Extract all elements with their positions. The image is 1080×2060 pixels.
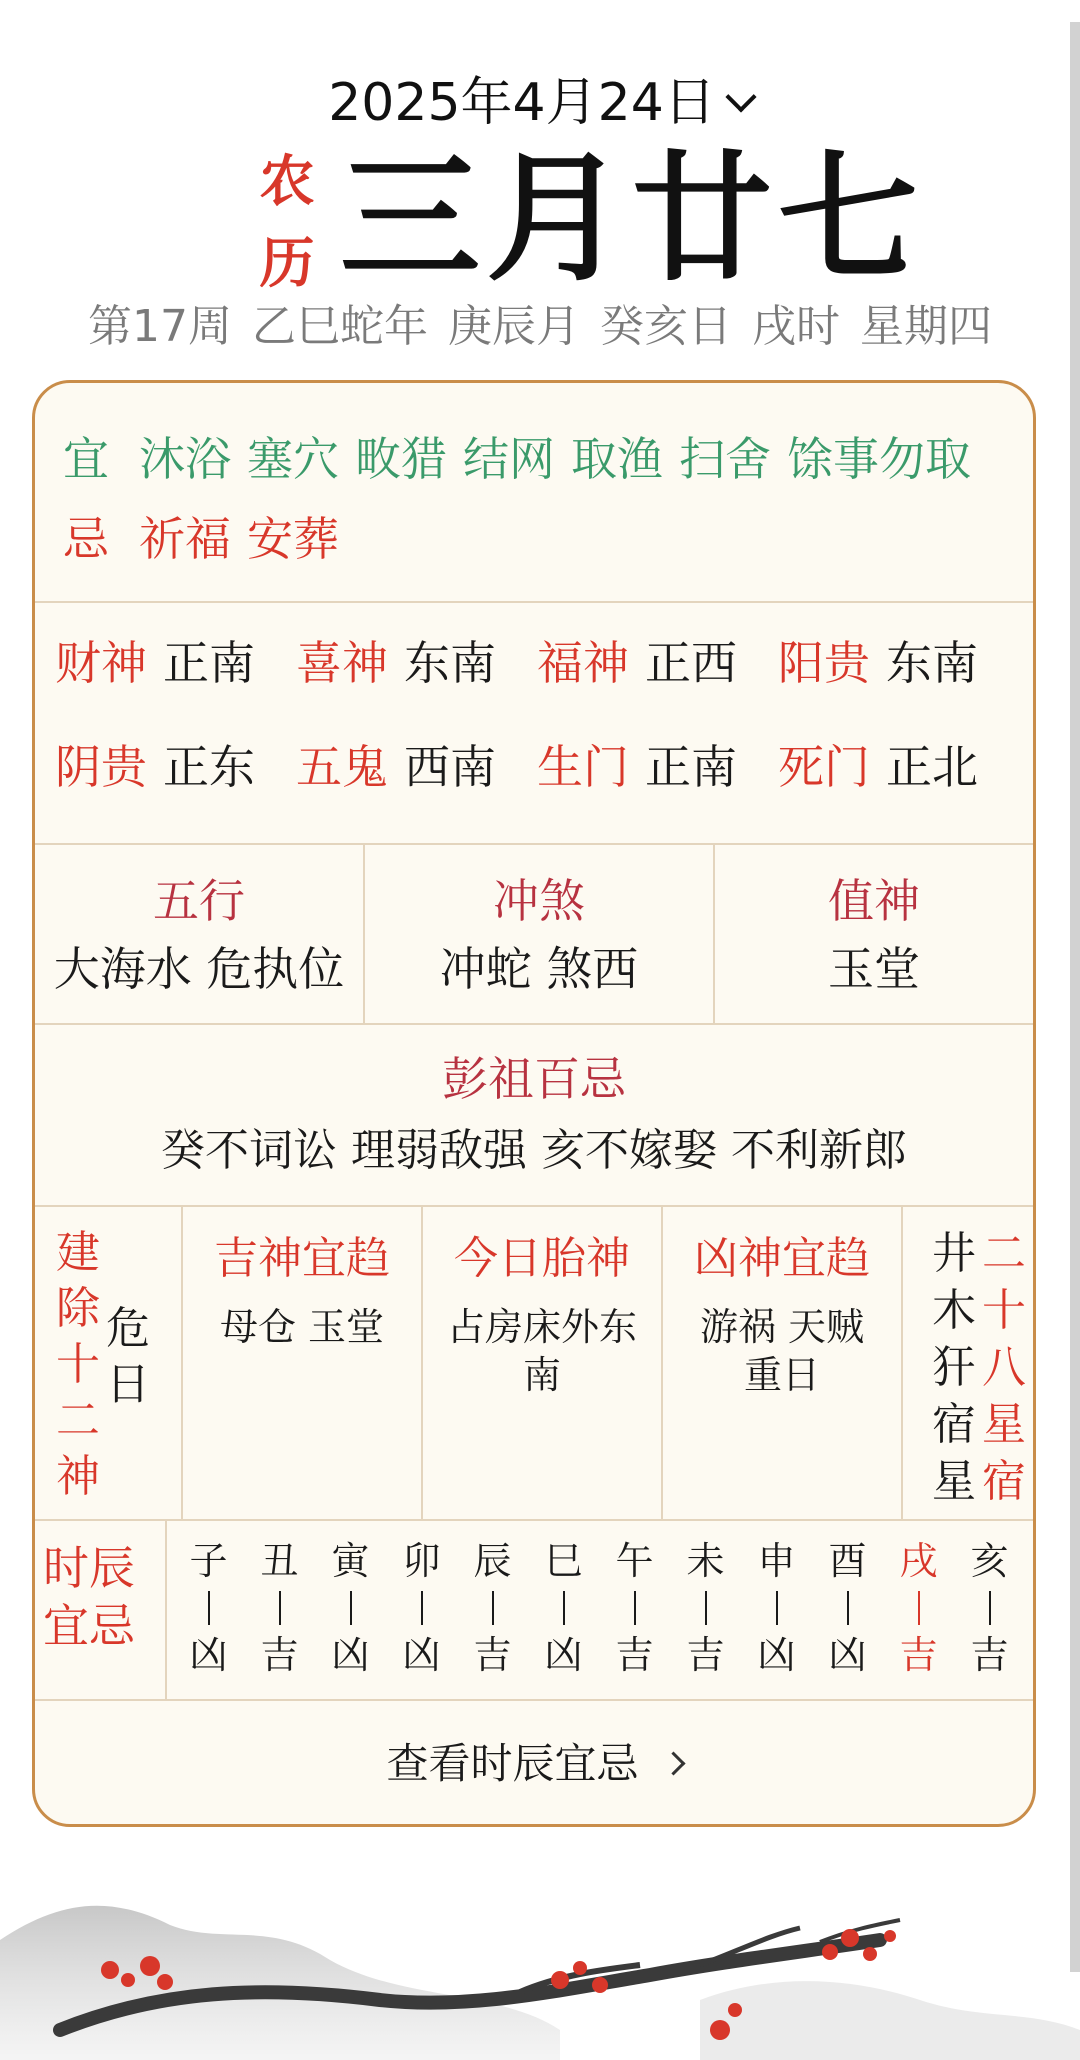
divider <box>989 1591 991 1625</box>
divider <box>847 1591 849 1625</box>
god-name: 福神 <box>537 636 629 690</box>
divider <box>634 1591 636 1625</box>
lunar-tag-char: 历 <box>259 231 315 295</box>
char: 二 <box>56 1395 100 1446</box>
yi-item: 馀事勿取 <box>787 432 971 486</box>
chongsha-title: 冲煞 <box>493 874 585 928</box>
god-direction: 正南 <box>163 636 255 690</box>
hour-item <box>173 1537 244 1699</box>
zhishen-value: 玉堂 <box>828 942 920 996</box>
shichen-row <box>35 1521 1033 1701</box>
pengzu-title: 彭祖百忌 <box>442 1052 626 1106</box>
god-direction: 西南 <box>404 740 496 794</box>
hour-zhi: 卯 <box>402 1539 441 1583</box>
lunar-tag <box>252 140 322 304</box>
god-direction: 东南 <box>404 636 496 690</box>
char: 十 <box>56 1339 100 1390</box>
wuxing-title: 五行 <box>153 874 245 928</box>
hour-item <box>599 1537 670 1699</box>
hour-zhi: 戌 <box>899 1539 938 1583</box>
yi-line <box>63 419 1005 499</box>
hour-zhi: 辰 <box>473 1539 512 1583</box>
chevron-down-icon <box>725 81 756 112</box>
wuxing-cell <box>35 845 365 1023</box>
taishen-cell <box>423 1207 663 1519</box>
hour-luck: 凶 <box>331 1633 370 1677</box>
yi-item: 沐浴 <box>139 432 231 486</box>
hour-item <box>670 1537 741 1699</box>
weekday: 星期四 <box>860 301 992 352</box>
hour-item <box>741 1537 812 1699</box>
shen-row <box>35 1207 1033 1521</box>
god-item <box>537 731 778 797</box>
jianchu-cell <box>35 1207 183 1519</box>
char: 星 <box>982 1399 1026 1450</box>
week-number: 第17周 <box>88 301 232 352</box>
shichen-label <box>35 1521 167 1699</box>
god-item <box>778 731 1019 797</box>
hour-item <box>315 1537 386 1699</box>
hour-zhi: 丑 <box>260 1539 299 1583</box>
char: 井 <box>932 1228 976 1279</box>
char: 十 <box>982 1285 1026 1336</box>
jianchu-title <box>53 1225 103 1505</box>
zhishen-title: 值神 <box>828 874 920 928</box>
xiongshen-title: 凶神宜趋 <box>694 1233 870 1284</box>
god-name: 财神 <box>55 636 147 690</box>
day-ganzhi: 癸亥日 <box>600 301 732 352</box>
hour-luck: 凶 <box>402 1633 441 1677</box>
god-name: 阴贵 <box>55 740 147 794</box>
god-name: 阳贵 <box>778 636 870 690</box>
xingxiu-value <box>931 1225 977 1510</box>
hour-item <box>244 1537 315 1699</box>
hour-luck: 吉 <box>260 1633 299 1677</box>
yi-item: 扫舍 <box>679 432 771 486</box>
hour-zhi: 申 <box>757 1539 796 1583</box>
chevron-right-icon <box>661 1751 685 1775</box>
hour-item-current <box>883 1537 954 1699</box>
almanac-card <box>32 380 1036 1827</box>
yi-item: 畋猎 <box>355 432 447 486</box>
god-direction: 正东 <box>163 740 255 794</box>
divider <box>279 1591 281 1625</box>
hour-zhi: 酉 <box>828 1539 867 1583</box>
divider <box>208 1591 210 1625</box>
divider <box>563 1591 565 1625</box>
god-direction: 正南 <box>645 740 737 794</box>
hour-luck: 吉 <box>473 1633 512 1677</box>
shichen-hours <box>167 1521 1033 1699</box>
hour-zhi: 亥 <box>970 1539 1009 1583</box>
jishen-title: 吉神宜趋 <box>214 1233 390 1284</box>
char: 二 <box>982 1228 1026 1279</box>
ganzhi-line <box>0 290 1080 354</box>
char: 建 <box>56 1227 100 1278</box>
pengzu-row <box>35 1025 1033 1207</box>
hour-zhi: 子 <box>189 1539 228 1583</box>
date-selector[interactable] <box>0 60 1080 135</box>
shichen-label-line: 宜忌 <box>43 1599 135 1653</box>
char: 木 <box>932 1285 976 1336</box>
divider <box>918 1591 920 1625</box>
xingxiu-title <box>981 1225 1027 1510</box>
divider <box>350 1591 352 1625</box>
taishen-title: 今日胎神 <box>454 1233 630 1284</box>
hour-luck: 吉 <box>970 1633 1009 1677</box>
hour-item <box>386 1537 457 1699</box>
chongsha-cell <box>365 845 715 1023</box>
char: 神 <box>56 1451 100 1502</box>
char: 危 <box>106 1303 150 1354</box>
hour-item <box>954 1537 1025 1699</box>
wuxing-value: 大海水 危执位 <box>53 942 345 996</box>
month-ganzhi: 庚辰月 <box>448 301 580 352</box>
hour-luck: 凶 <box>189 1633 228 1677</box>
xingxiu-cell <box>903 1207 1033 1519</box>
hour-luck: 吉 <box>686 1633 725 1677</box>
year-ganzhi: 乙巳蛇年 <box>252 301 428 352</box>
jianchu-value <box>103 1301 153 1413</box>
god-item <box>778 627 1019 693</box>
yi-item: 结网 <box>463 432 555 486</box>
god-direction: 东南 <box>886 636 978 690</box>
god-item <box>296 627 537 693</box>
yi-item: 取渔 <box>571 432 663 486</box>
yi-label: 宜 <box>63 432 109 486</box>
divider <box>492 1591 494 1625</box>
pengzu-value: 癸不词讼 理弱敌强 亥不嫁娶 不利新郎 <box>161 1125 907 1176</box>
god-item <box>537 627 778 693</box>
char: 犴 <box>932 1342 976 1393</box>
ink-painting-decoration <box>0 1880 1080 2060</box>
ji-item: 祈福 <box>139 512 231 566</box>
hour-luck: 吉 <box>615 1633 654 1677</box>
shichen-label-line: 时辰 <box>43 1541 135 1595</box>
hour-zhi: 未 <box>686 1539 725 1583</box>
hour-item <box>812 1537 883 1699</box>
view-shichen-link[interactable] <box>35 1701 1033 1826</box>
god-direction: 正北 <box>886 740 978 794</box>
hour-luck: 凶 <box>757 1633 796 1677</box>
hour-luck: 凶 <box>828 1633 867 1677</box>
jishen-value: 母仓 玉堂 <box>219 1305 385 1349</box>
god-item <box>55 731 296 797</box>
hour-zhi: 午 <box>615 1539 654 1583</box>
yiji-section <box>35 383 1033 603</box>
hour-ganzhi: 戌时 <box>752 301 840 352</box>
divider <box>421 1591 423 1625</box>
divider <box>776 1591 778 1625</box>
char: 宿 <box>982 1456 1026 1507</box>
jishen-cell <box>183 1207 423 1519</box>
hour-item <box>528 1537 599 1699</box>
view-shichen-label: 查看时辰宜忌 <box>386 1739 639 1788</box>
xiongshen-value: 游祸 天贼 重日 <box>699 1305 865 1397</box>
taishen-value: 占房床外东南 <box>446 1305 637 1397</box>
lunar-tag-char: 农 <box>259 149 315 213</box>
xiongshen-cell <box>663 1207 903 1519</box>
char: 星 <box>932 1456 976 1507</box>
hour-item <box>457 1537 528 1699</box>
char: 日 <box>106 1359 150 1410</box>
hour-luck: 吉 <box>899 1633 938 1677</box>
yi-item: 塞穴 <box>247 432 339 486</box>
ji-item: 安葬 <box>247 512 339 566</box>
god-name: 喜神 <box>296 636 388 690</box>
chongsha-value: 冲蛇 煞西 <box>439 942 639 996</box>
ji-line <box>63 499 1005 579</box>
char: 宿 <box>932 1399 976 1450</box>
ji-label: 忌 <box>63 512 109 566</box>
divider <box>705 1591 707 1625</box>
wuxing-row <box>35 845 1033 1025</box>
gods-directions <box>35 603 1033 845</box>
god-item <box>296 731 537 797</box>
god-name: 五鬼 <box>296 740 388 794</box>
char: 八 <box>982 1342 1026 1393</box>
lunar-date: 三月廿七 <box>340 138 925 301</box>
char: 除 <box>56 1283 100 1334</box>
date-text: 2025年4月24日 <box>328 73 716 133</box>
zhishen-cell <box>715 845 1033 1023</box>
god-item <box>55 627 296 693</box>
god-direction: 正西 <box>645 636 737 690</box>
hour-zhi: 巳 <box>544 1539 583 1583</box>
god-name: 死门 <box>778 740 870 794</box>
hour-luck: 凶 <box>544 1633 583 1677</box>
god-name: 生门 <box>537 740 629 794</box>
hour-zhi: 寅 <box>331 1539 370 1583</box>
